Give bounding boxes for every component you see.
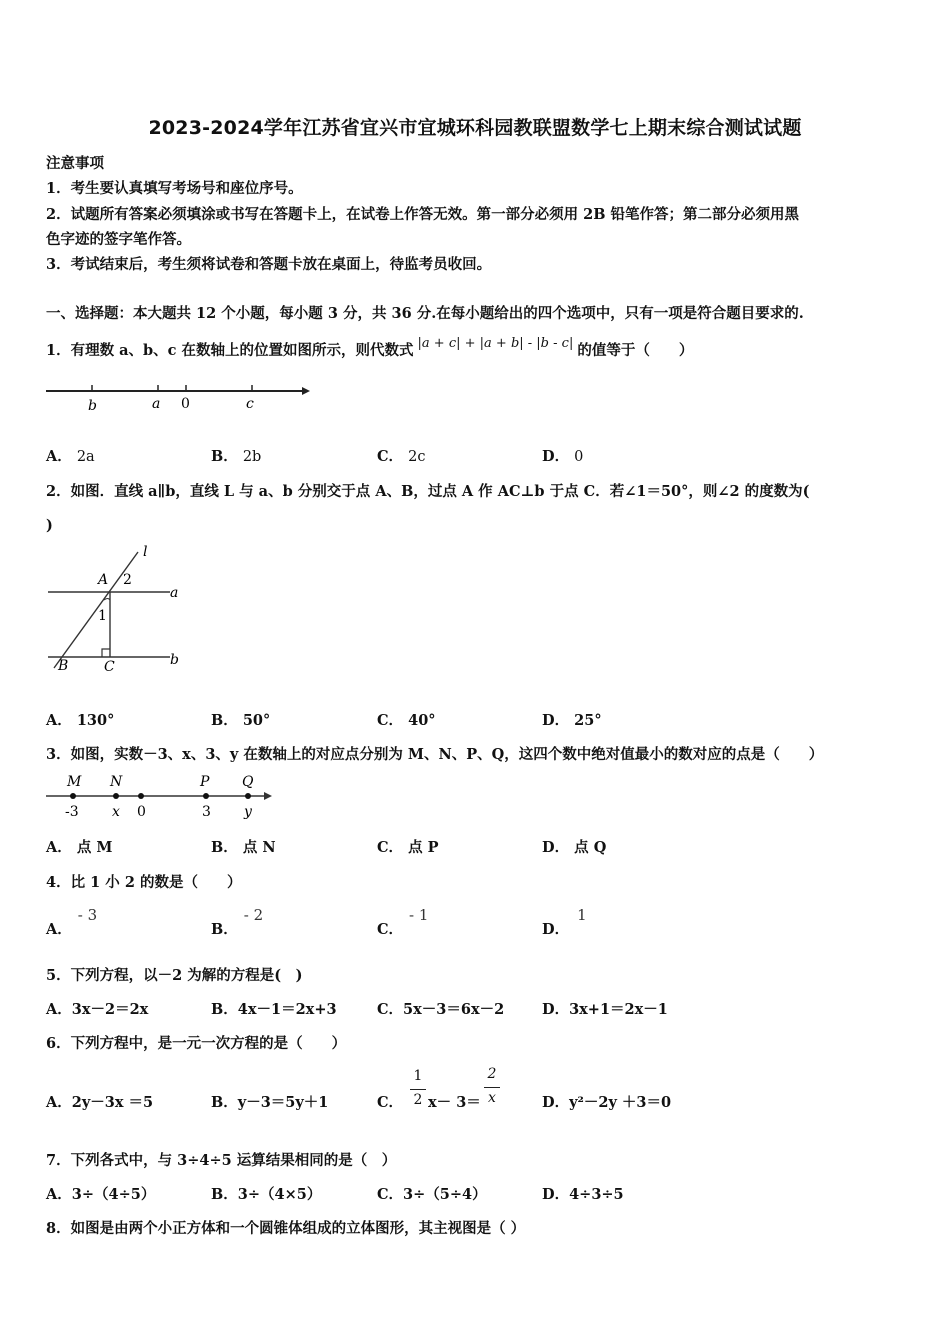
q5-option-a[interactable]: A．3x－2＝2x [46,1001,149,1018]
q3-option-d[interactable]: D． 点 Q [542,839,607,856]
label-a: a [170,585,179,601]
q6-option-d[interactable]: D．y²－2y ＋3＝0 [542,1094,672,1111]
q5-option-d[interactable]: D．3x+1＝2x－1 [542,1001,668,1018]
tick-y: y [244,804,252,820]
question-1-tail: 的值等于（ ） [577,342,694,359]
tick-3: 3 [202,804,211,820]
tick-x: x [112,804,120,820]
q3-number-line [40,766,280,822]
question-2-cont: ) [46,517,53,534]
notice-heading: 注意事项 [46,155,104,172]
question-4: 4．比 1 小 2 的数是（ ） [46,874,242,891]
q1-option-b[interactable]: B． 2b [211,448,262,465]
point-N: N [110,774,123,790]
notice-item: 色字迹的签字笔作答。 [46,231,191,248]
label-angle-1: 1 [98,608,107,624]
q3-option-a[interactable]: A． 点 M [46,839,113,856]
q4-option-c[interactable]: C．- 1 [377,906,429,938]
q5-option-b[interactable]: B．4x－1＝2x+3 [211,1001,337,1018]
question-8: 8．如图是由两个小正方体和一个圆锥体组成的立体图形，其主视图是（ ） [46,1220,526,1237]
q4-option-b[interactable]: B．- 2 [211,906,264,938]
q2-option-c[interactable]: C． 40° [377,712,436,729]
notice-item: 3．考试结束后，考生须将试卷和答题卡放在桌面上，待监考员收回。 [46,256,492,273]
question-7: 7．下列各式中，与 3÷4÷5 运算结果相同的是（ ） [46,1152,397,1169]
question-5: 5．下列方程，以－2 为解的方程是( ) [46,967,303,984]
frac2-bar [484,1087,500,1088]
label-B: B [58,658,69,674]
q7-option-d[interactable]: D．4÷3÷5 [542,1186,624,1203]
q1-number-line [40,378,320,418]
frac2-denominator: x [488,1090,496,1106]
tick-zero: 0 [137,804,146,820]
q4-option-d[interactable]: D．1 [542,906,587,938]
label-C: C [104,659,115,675]
page-title: 2023-2024学年江苏省宜兴市宜城环科园教联盟数学七上期末综合测试试题 [148,117,802,139]
q7-option-a[interactable]: A．3÷（4÷5） [46,1186,156,1203]
tick-neg3: -3 [65,804,79,820]
q4-option-a[interactable]: A．- 3 [46,906,98,938]
q1-option-c[interactable]: C． 2c [377,448,426,465]
label-A: A [98,572,109,588]
frac1-numerator: 1 [413,1068,423,1084]
q2-figure [40,540,200,680]
question-1 [46,336,694,360]
axis-label-c: c [246,396,254,412]
label-b: b [170,652,179,668]
q2-option-d[interactable]: D． 25° [542,712,602,729]
notice-item: 1．考生要认真填写考场号和座位序号。 [46,180,303,197]
question-6: 6．下列方程中，是一元一次方程的是（ ） [46,1035,347,1052]
point-M: M [67,774,82,790]
q7-option-b[interactable]: B．3÷（4×5） [211,1186,322,1203]
q1-option-a[interactable]: A． 2a [46,448,95,465]
question-2: 2．如图．直线 a∥b，直线 L 与 a、b 分别交于点 A、B，过点 A 作 AC⊥b 于点 C．若∠1＝50°，则∠2 的度数为( [46,483,810,500]
q6-option-c[interactable]: C． [377,1094,404,1111]
q6-option-a[interactable]: A．2y－3x ＝5 [46,1094,154,1111]
q6-option-c-body: x－ 3＝ [428,1094,481,1111]
frac1-denominator: 2 [413,1092,423,1108]
frac2-numerator: 2 [487,1066,497,1082]
q7-option-c[interactable]: C．3÷（5÷4） [377,1186,487,1203]
q2-option-a[interactable]: A． 130° [46,712,115,729]
abs-expression: |a + c| + |a + b| - |b - c| [417,336,574,351]
axis-label-a: a [152,396,161,412]
q3-option-b[interactable]: B． 点 N [211,839,276,856]
axis-label-zero: 0 [181,396,190,412]
notice-item: 2．试题所有答案必须填涂或书写在答题卡上，在试卷上作答无效。第一部分必须用 2B 铅笔作答；第二部分必须用黑 [46,206,800,223]
q3-option-c[interactable]: C． 点 P [377,839,439,856]
q1-option-d[interactable]: D． 0 [542,448,584,465]
label-l: l [143,544,148,560]
question-3: 3．如图，实数－3、x、3、y 在数轴上的对应点分别为 M、N、P、Q，这四个数中绝对值最小的数对应的点是（ ） [46,746,824,763]
q5-option-c[interactable]: C．5x－3＝6x－2 [377,1001,505,1018]
point-Q: Q [242,774,254,790]
section-heading: 一、选择题：本大题共 12 个小题，每小题 3 分，共 36 分.在每小题给出的四个选项中，只有一项是符合题目要求的. [46,305,804,322]
point-P: P [200,774,210,790]
axis-label-b: b [88,398,97,414]
q2-option-b[interactable]: B． 50° [211,712,271,729]
frac1-bar [410,1089,426,1090]
question-1-text: 1．有理数 a、b、c 在数轴上的位置如图所示，则代数式 [46,342,414,359]
label-angle-2: 2 [123,572,132,588]
q6-option-b[interactable]: B．y－3＝5y＋1 [211,1094,329,1111]
